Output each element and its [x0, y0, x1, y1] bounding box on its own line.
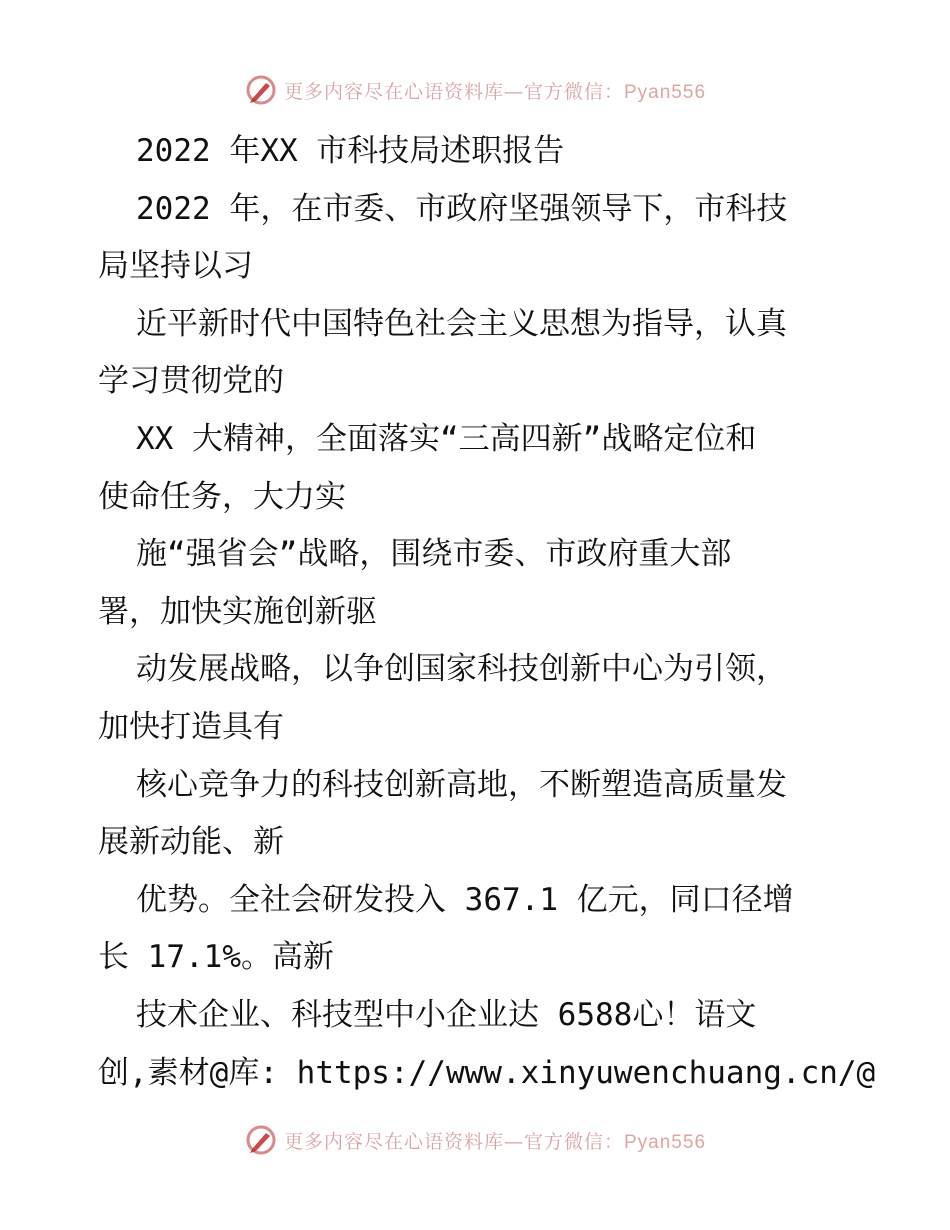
watermark-footer: [0, 1120, 950, 1160]
text-line: 学习贯彻党的: [98, 363, 284, 400]
text-line: 展新动能、新: [98, 824, 284, 861]
text-line: 施“强省会”战略，围绕市委、市政府重大部: [136, 536, 732, 573]
text-line: 长 17.1%。高新: [98, 939, 334, 976]
text-line: 2022 年，在市委、市政府坚强领导下，市科技: [136, 190, 788, 227]
text-line: 署，加快实施创新驱: [98, 593, 377, 630]
text-line: XX 大精神，全面落实“三高四新”战略定位和: [136, 420, 757, 457]
report-body: [98, 123, 876, 1102]
watermark-text: 更多内容尽在心语资料库—官方微信：Pyan556: [283, 80, 707, 103]
text-line: 创,素材@库: https://www.xinyuwenchuang.cn/@: [98, 1054, 876, 1091]
document-title: 2022 年XX 市科技局述职报告: [136, 133, 565, 169]
watermark-text: 更多内容尽在心语资料库—官方微信：Pyan556: [283, 1130, 707, 1153]
text-line: 局坚持以习: [98, 248, 253, 285]
text-line: 近平新时代中国特色社会主义思想为指导，认真: [136, 305, 787, 342]
pen-logo-icon: [244, 1123, 278, 1157]
watermark-header: [0, 70, 950, 110]
text-line: 核心竞争力的科技创新高地，不断塑造高质量发: [136, 766, 787, 803]
text-line: 使命任务，大力实: [98, 478, 346, 515]
text-line: 加快打造具有: [98, 708, 284, 745]
text-line: 优势。全社会研发投入 367.1 亿元，同口径增: [136, 881, 794, 918]
text-line: 技术企业、科技型中小企业达 6588心！语文: [136, 996, 757, 1033]
pen-logo-icon: [244, 73, 278, 107]
text-line: 动发展战略，以争创国家科技创新中心为引领，: [136, 651, 787, 688]
